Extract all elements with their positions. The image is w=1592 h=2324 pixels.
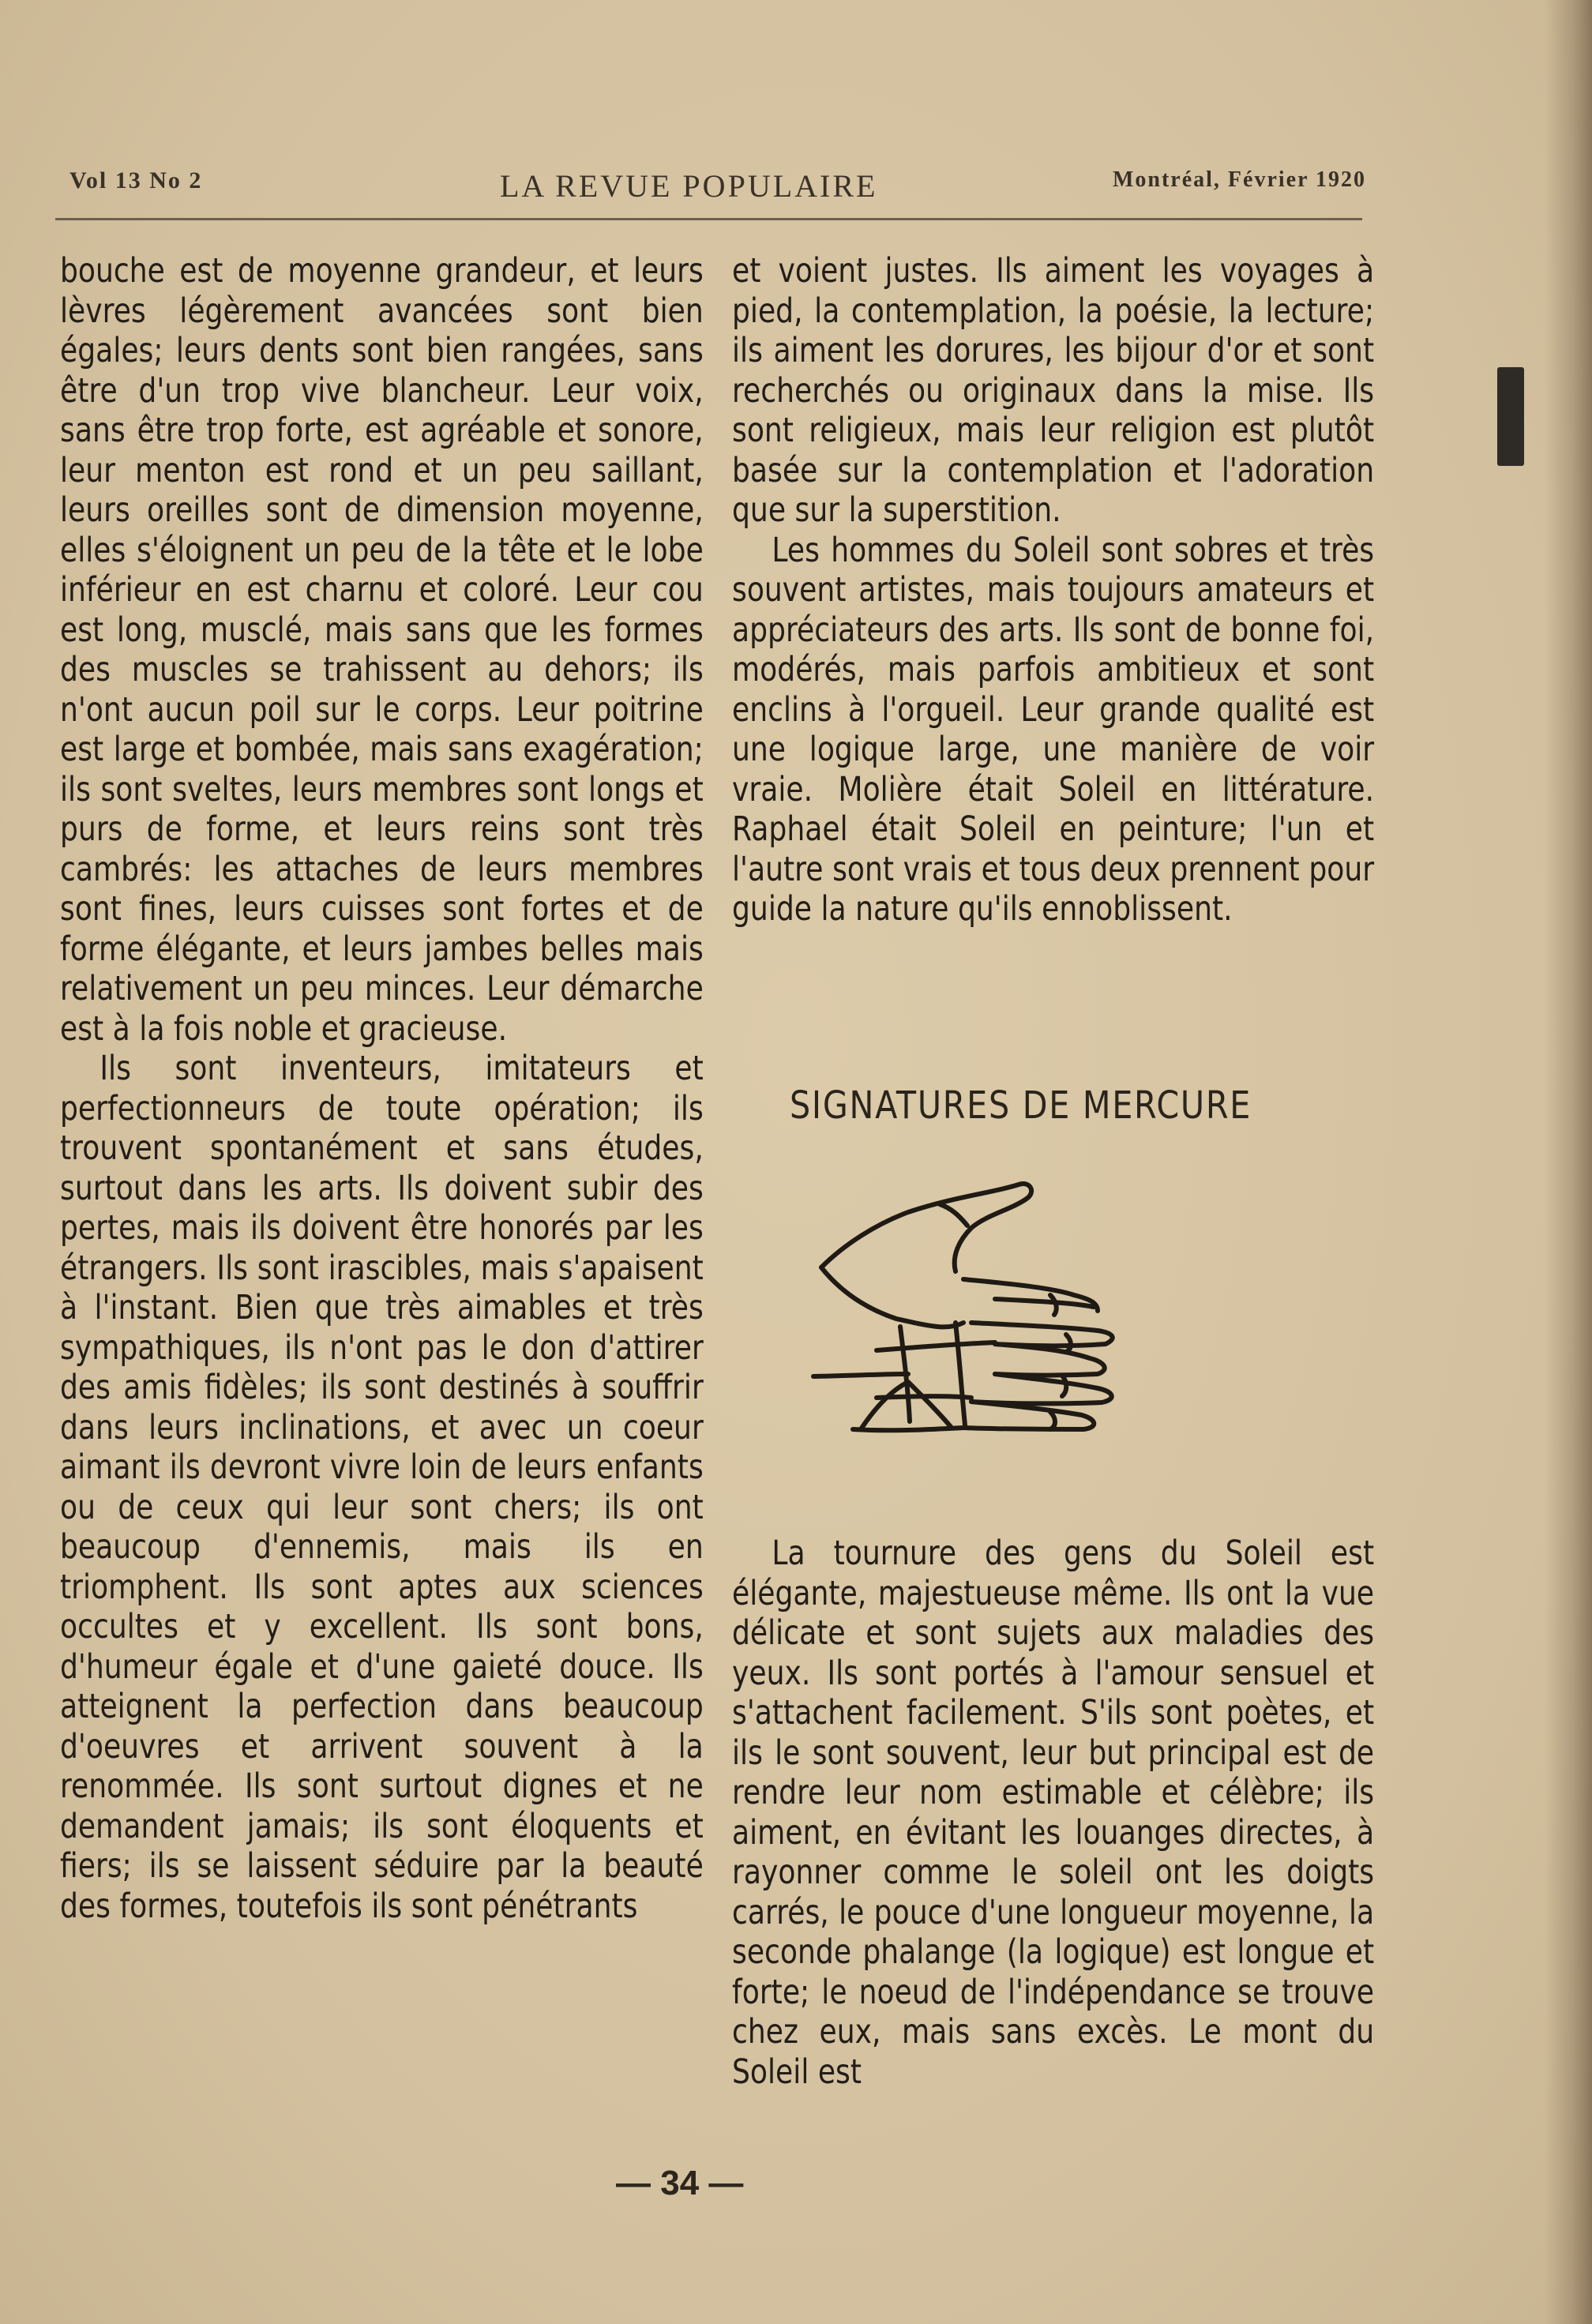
header-rule: [55, 218, 1362, 220]
right-column-top: [732, 251, 1374, 929]
page-number: — 34 —: [616, 2164, 744, 2202]
hand-drawing-icon: [758, 1169, 1311, 1516]
page-edge-shadow: [1545, 0, 1592, 2324]
section-title: SIGNATURES DE MERCURE: [790, 1083, 1252, 1128]
right-paragraph-3: La tournure des gens du Soleil est élégante, majestueuse même. Ils ont la vue délicate et sont sujets aux maladies des yeux. Ils sont portés à l'amour sensuel et s'attachent facilement. S'ils sont poètes, et ils le sont souvent, leur but principal est de rendre leur nom estimable et célèbre; ils aiment, en évitant les louanges directes, à rayonner comme le soleil ont les doigts carrés, le pouce d'une longueur moyenne, la seconde phalange (la logique) est longue et forte; le noeud de l'indépendance se trouve chez eux, mais sans excès. Le mont du Soleil est: [732, 1534, 1375, 2092]
left-column: [60, 251, 704, 1926]
volume-number: Vol 13 No 2: [69, 167, 203, 193]
right-paragraph-2: Les hommes du Soleil sont sobres et très souvent artistes, mais toujours amateurs et appréciateurs des arts. Ils sont de bonne foi, modérés, mais parfois ambitieux et sont enclins à l'orgueil. Leur grande qualité est une logique large, une manière de voir vraie. Molière était Soleil en littérature. Raphael était Soleil en peinture; l'un et l'autre sont vrais et tous deux prennent pour guide la nature qu'ils ennoblissent.: [732, 530, 1375, 929]
page-header: [69, 167, 1366, 208]
left-paragraph-2: Ils sont inventeurs, imitateurs et perfectionneurs de toute opération; ils trouvent spontanément et sans études, surtout dans les arts. Ils doivent subir des pertes, mais ils doivent être honorés par les étrangers. Ils sont irascibles, mais s'apaisent à l'instant. Bien que très aimables et très sympathiques, ils n'ont pas le don d'attirer des amis fidèles; ils sont destinés à souffrir dans leurs inclinations, et avec un coeur aimant ils devront vivre loin de leurs enfants ou de ceux qui leur sont chers; ils ont beaucoup d'ennemis, mais ils en triomphent. Ils sont aptes aux sciences occultes et y excellent. Ils sont bons, d'humeur égale et d'une gaieté douce. Ils atteignent la perfection dans beaucoup d'oeuvres et arrivent souvent à la renommée. Ils sont surtout dignes et ne demandent jamais; ils sont éloquents et fiers; ils se laissent séduire par la beauté des formes, toutefois ils sont pénétrants: [60, 1049, 704, 1926]
publication-title: LA REVUE POPULAIRE: [500, 168, 878, 204]
right-column-bottom: [732, 1534, 1374, 2092]
left-paragraph-1: bouche est de moyenne grandeur, et leurs lèvres légèrement avancées sont bien égales; leurs dents sont bien rangées, sans être d'un trop vive blancheur. Leur voix, sans être trop forte, est agréable et sonore, leur menton est rond et un peu saillant, leurs oreilles sont de dimension moyenne, elles s'éloignent un peu de la tête et le lobe inférieur en est charnu et coloré. Leur cou est long, musclé, mais sans que les formes des muscles se trahissent au dehors; ils n'ont aucun poil sur le corps. Leur poitrine est large et bombée, mais sans exagération; ils sont sveltes, leurs membres sont longs et purs de forme, et leurs reins sont très cambrés: les attaches de leurs membres sont fines, leurs cuisses sont fortes et de forme élégante, et leurs jambes belles mais relativement un peu minces. Leur démarche est à la fois noble et gracieuse.: [60, 251, 704, 1049]
binding-tab: [1497, 367, 1524, 466]
issue-date: Montréal, Février 1920: [1112, 167, 1366, 192]
right-paragraph-1: et voient justes. Ils aiment les voyages à pied, la contemplation, la poésie, la lecture; ils aiment les dorures, les bijour d'or et sont recherchés ou originaux dans la mise. Ils sont religieux, mais leur religion est plutôt basée sur la contemplation et l'adoration que sur la superstition.: [732, 251, 1375, 530]
